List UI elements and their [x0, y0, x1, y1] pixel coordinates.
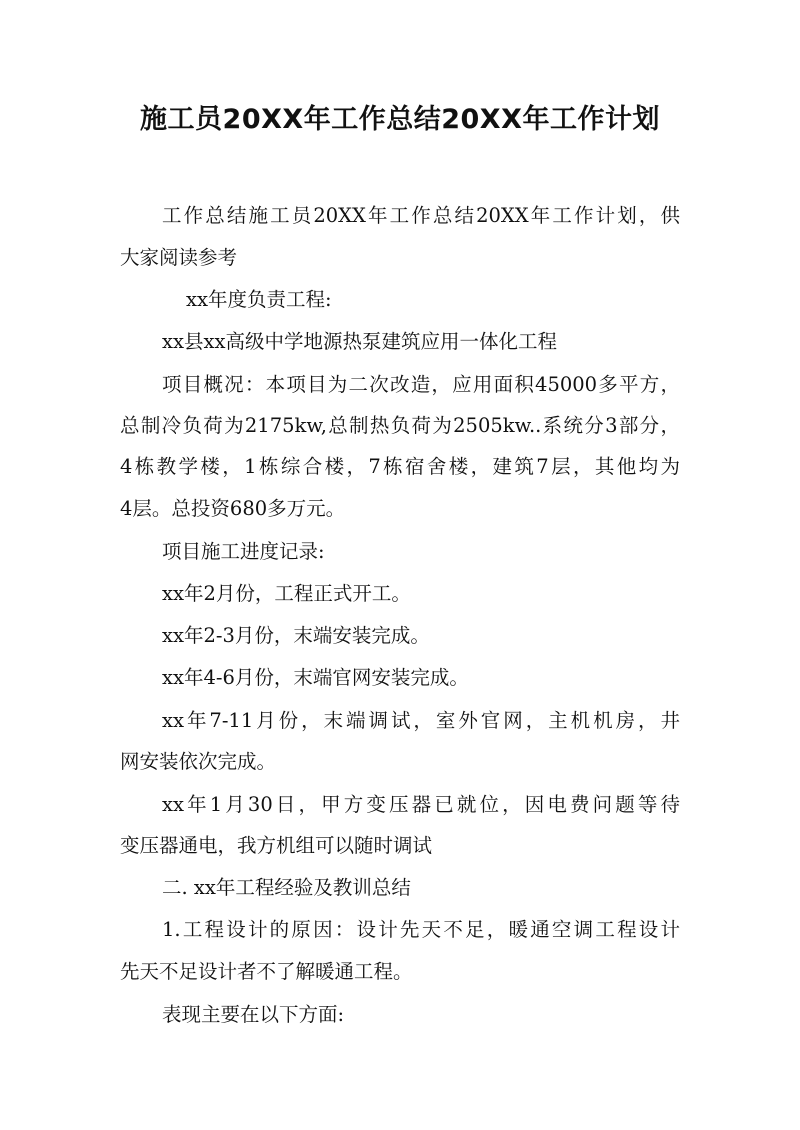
paragraph-line: 大家阅读参考 — [120, 246, 238, 269]
paragraph-line: 总制冷负荷为2175kw,总制热负荷为2505kw..系统分3部分， — [120, 414, 680, 437]
paragraph-line: 工作总结施工员20XX年工作总结20XX年工作计划，供 — [162, 204, 680, 227]
paragraph-line: 4层。总投资680多万元。 — [120, 497, 346, 520]
paragraph-line: 网安装依次完成。 — [120, 750, 277, 773]
paragraph-line: xx年度负责工程: — [186, 288, 332, 311]
paragraph-line: xx年7-11月份，末端调试，室外官网，主机机房，井 — [162, 709, 680, 732]
document-title: 施工员20XX年工作总结20XX年工作计划 — [140, 104, 660, 135]
paragraph-line: xx年4-6月份，末端官网安装完成。 — [162, 666, 469, 689]
section-heading: 二. xx年工程经验及教训总结 — [162, 876, 411, 899]
paragraph-line: 变压器通电，我方机组可以随时调试 — [120, 834, 433, 857]
paragraph-line: 先天不足设计者不了解暖通工程。 — [120, 960, 413, 983]
paragraph-line: xx年2月份，工程正式开工。 — [162, 582, 411, 605]
paragraph-line: 4栋教学楼，1栋综合楼，7栋宿舍楼，建筑7层，其他均为 — [120, 455, 680, 478]
paragraph-line: xx县xx高级中学地源热泵建筑应用一体化工程 — [162, 330, 557, 353]
paragraph-line: 项目施工进度记录: — [162, 540, 325, 563]
paragraph-line: xx年2-3月份，末端安装完成。 — [162, 624, 430, 647]
paragraph-line: xx年1月30日，甲方变压器已就位，因电费问题等待 — [162, 793, 680, 816]
paragraph-line: 1.工程设计的原因：设计先天不足，暖通空调工程设计 — [162, 918, 680, 941]
paragraph-line: 表现主要在以下方面: — [162, 1003, 345, 1026]
paragraph-line: 项目概况：本项目为二次改造，应用面积45000多平方， — [162, 373, 680, 396]
